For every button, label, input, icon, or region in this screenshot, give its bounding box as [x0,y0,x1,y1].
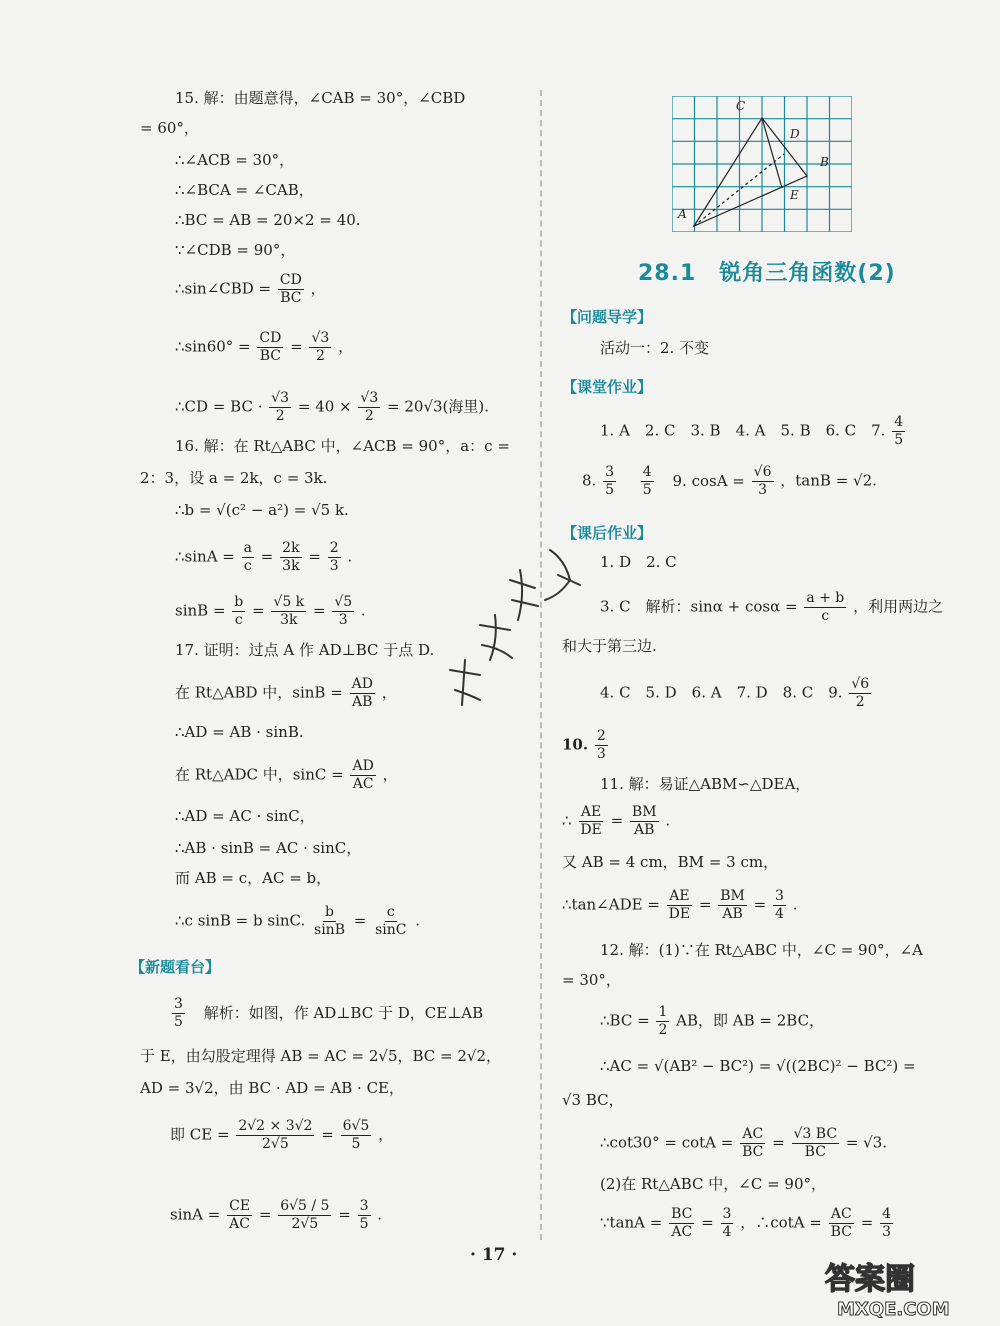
numerator: √3 BC [793,1126,838,1142]
label-a: A [678,207,687,221]
fraction [271,594,306,629]
text: = [252,601,265,620]
numerator: √3 [360,390,379,406]
section-title: 28.1 锐角三角函数(2) [638,261,896,286]
text: = [258,1205,272,1224]
numerator: BC [671,1206,693,1222]
denominator: 2√5 [262,1136,289,1152]
fraction [328,540,341,575]
text: 8. [582,471,597,490]
fraction [721,1206,734,1241]
new-line2: 于 E，由勾股定理得 AB = AC = 2√5，BC = 2√2， [140,1047,502,1065]
page-number: · 17 · [470,1245,518,1265]
q17-line8 [175,904,420,939]
text: ∴BC = [600,1011,650,1030]
homework-line4 [600,676,873,711]
grid-figure [672,96,852,232]
text: ， [310,279,326,298]
denominator: BC [280,290,302,306]
text: ， [381,683,397,702]
q15-line1: 15. 解：由题意得，∠CAB = 30°，∠CBD [175,89,466,107]
label-b: B [820,155,829,169]
fraction [752,464,774,499]
denominator: 2 [275,408,285,424]
fraction [656,1004,669,1039]
fraction [350,676,375,711]
q15-line6: ∵∠CDB = 90°， [175,241,296,259]
denominator: 5 [359,1216,369,1232]
text: ∴tan∠ADE = [562,895,660,914]
denominator: BC [830,1224,852,1240]
q15-line8 [175,330,353,365]
denominator: 5 [605,482,615,498]
q12-line2: = 30°， [562,971,621,989]
numerator: AE [580,804,602,820]
fraction [373,904,408,939]
text: ∵tanA = [600,1213,663,1232]
q11-line3: 又 AB = 4 cm，BM = 3 cm， [562,853,779,871]
denominator: sinB [314,922,345,938]
text: = [610,811,624,830]
denominator: 5 [174,1014,183,1030]
fraction [667,888,692,923]
q12-line6 [600,1126,887,1161]
text: 1. A 2. C 3. B 4. A 5. B 6. C 7. [600,421,886,440]
text: . [415,911,421,930]
denominator: c [234,612,243,628]
numerator: 2 [596,728,606,744]
text: ∴cot30° = cotA = [600,1133,734,1152]
numerator: 4 [894,414,904,430]
text: ， [382,765,398,784]
text: 9. cosA = [672,471,745,490]
fraction [332,594,354,629]
q15-line9 [175,390,489,425]
section-header-guide: 【问题导学】 [562,308,653,326]
fraction [341,1118,372,1153]
watermark-logo [815,1255,990,1320]
denominator: 3k [280,612,298,628]
activity-line: 活动一：2. 不变 [600,339,710,357]
text: 在 Rt△ADC 中，sinC = [175,765,344,784]
denominator: 2 [855,694,865,710]
new-line1 [170,996,483,1031]
q12-line5: √3 BC， [562,1091,624,1109]
fraction [232,594,245,629]
denominator: AC [671,1224,693,1240]
fraction [227,1198,252,1233]
numerator: BM [720,888,745,904]
text: = [860,1213,874,1232]
text: ，利用两边之 [853,597,944,616]
denominator: 5 [642,482,652,498]
q12-line4: ∴AC = √(AB² − BC²) = √((2BC)² − BC²) = [600,1057,916,1075]
denominator: AB [722,906,743,922]
numerator: 3 [359,1198,369,1214]
denominator: 4 [775,906,784,922]
class-answers-2 [582,464,877,499]
denominator: 5 [894,432,904,448]
denominator: 4 [722,1224,732,1240]
numerator: 3 [775,888,784,904]
text: 3. C 解析：sinα + cosα = [600,597,798,616]
q16-line5 [175,594,366,629]
q16-line3: ∴b = √(c² − a²) = √5 k. [175,501,349,519]
text: ，∴cotA = [740,1213,822,1232]
denominator: 2 [658,1022,668,1038]
text: = [753,895,767,914]
denominator: sinC [375,922,407,938]
numerator: AC [742,1126,764,1142]
watermark-line1: 答案圈 [825,1262,915,1297]
q17-line5: ∴AD = AC · sinC， [175,807,315,825]
numerator: a [243,540,253,556]
text: sinA = [170,1205,221,1224]
q16-line1: 16. 解：在 Rt△ABC 中，∠ACB = 90°，a：c = [175,437,510,455]
text: 10. [562,735,589,754]
fraction [257,330,283,365]
numerator: √5 k [273,594,305,610]
fraction [892,414,905,449]
fraction [669,1206,694,1241]
text: AB，即 AB = 2BC， [676,1011,825,1030]
text: . [377,1205,383,1224]
denominator: AB [352,694,373,710]
q11-line1: 11. 解：易证△ABM∽△DEA， [600,775,811,793]
text: = [698,895,712,914]
denominator: c [243,558,252,574]
homework-line1: 1. D 2. C [600,553,677,571]
numerator: 6√5 / 5 [280,1198,330,1214]
numerator: AC [830,1206,852,1222]
text: = 20√3(海里). [387,397,490,416]
text: ， [338,337,354,356]
denominator: AB [634,822,655,838]
class-answers-1 [600,414,907,449]
denominator: BC [742,1144,764,1160]
numerator: AD [352,758,374,774]
numerator: 4 [642,464,652,480]
text: = [308,547,321,566]
numerator: c [386,904,395,920]
q12-line3 [600,1004,824,1039]
text: = [260,547,274,566]
denominator: 3 [758,482,768,498]
fraction [242,540,254,575]
denominator: 2 [315,348,325,364]
q15-line7 [175,272,326,307]
text: = [321,1125,334,1144]
fraction [718,888,747,923]
numerator: 3 [722,1206,732,1222]
denominator: 3 [596,746,606,762]
text: ∴CD = BC · [175,397,263,416]
numerator: √3 [271,390,290,406]
q11-line4 [562,888,798,923]
fraction [172,996,185,1031]
homework-line2 [600,590,943,625]
text: = 40 × [297,397,352,416]
fraction [849,676,871,711]
fraction [829,1206,854,1241]
q12-line8 [600,1206,895,1241]
numerator: b [234,594,244,610]
text: . [792,895,798,914]
numerator: √6 [753,464,772,480]
fraction [804,590,846,625]
fraction [350,758,375,793]
numerator: 3 [605,464,615,480]
numerator: √5 [334,594,353,610]
section-header-homework: 【课后作业】 [562,524,653,542]
text: = [353,911,367,930]
fraction [641,464,654,499]
text: = [772,1133,785,1152]
numerator: 2√2 × 3√2 [238,1118,313,1134]
text: ，tanB = √2. [780,471,877,490]
q17-line1: 17. 证明：过点 A 作 AD⊥BC 于点 D. [175,641,435,659]
fraction [358,1198,371,1233]
fraction [773,888,786,923]
text: sinB = [175,601,226,620]
q17-line3: ∴AD = AB · sinB. [175,723,304,741]
numerator: √6 [851,676,870,692]
fraction [792,1126,840,1161]
numerator: CE [229,1198,251,1214]
text: = √3. [845,1133,888,1152]
fraction [309,330,331,365]
q17-line7: 而 AB = c，AC = b， [175,869,332,887]
q12-line1: 12. 解：(1)∵在 Rt△ABC 中，∠C = 90°，∠A [600,941,924,959]
q17-line6: ∴AB · sinB = AC · sinC， [175,839,362,857]
numerator: √3 [311,330,330,346]
text: ∴sinA = [175,547,235,566]
fraction [278,1198,331,1233]
text: = [701,1213,714,1232]
fraction [578,804,603,839]
text: ∴c sinB = b sinC. [175,911,306,930]
denominator: 5 [351,1136,361,1152]
denominator: DE [668,906,691,922]
section-header-class-work: 【课堂作业】 [562,378,653,396]
denominator: c [821,608,830,624]
numerator: 1 [658,1004,668,1020]
text: 即 CE = [170,1125,230,1144]
q16-line4 [175,540,352,575]
new-line4 [170,1118,393,1153]
denominator: 2√5 [291,1216,319,1232]
numerator: b [325,904,334,920]
handwriting-strokes [450,550,580,705]
homework-line3: 和大于第三边. [562,637,657,655]
denominator: AC [229,1216,250,1232]
q15-line4: ∴∠BCA = ∠CAB， [175,181,314,199]
numerator: 6√5 [342,1118,370,1134]
watermark-line2: MXQE.COM [837,1299,950,1320]
text: 解析：如图，作 AD⊥BC 于 D，CE⊥AB [203,1003,484,1022]
text: ∴ [562,811,572,830]
new-line3: AD = 3√2，由 BC · AD = AB · CE， [140,1079,405,1097]
numerator: CD [259,330,282,346]
numerator: 2 [329,540,339,556]
new-line5 [170,1198,382,1233]
fraction [630,804,659,839]
numerator: AD [351,676,373,692]
fraction [358,390,380,425]
text: 在 Rt△ABD 中，sinB = [175,683,343,702]
q16-line2: 2：3，设 a = 2k，c = 3k. [140,469,328,487]
denominator: 3k [282,558,300,574]
fraction [740,1126,765,1161]
numerator: BM [631,804,657,820]
numerator: 4 [882,1206,891,1222]
fraction [278,272,304,307]
fraction [269,390,291,425]
text: . [360,601,366,620]
q11-line2 [562,804,670,839]
denominator: BC [804,1144,826,1160]
section-header-new-questions: 【新题看台】 [130,958,221,976]
fraction [236,1118,314,1153]
denominator: 3 [882,1224,891,1240]
q15-line3: ∴∠ACB = 30°， [175,151,295,169]
label-d: D [790,127,800,141]
fraction [280,540,301,575]
numerator: a + b [806,590,845,606]
denominator: 3 [338,612,348,628]
denominator: DE [580,822,602,838]
text: = [312,601,326,620]
q15-line2: = 60°， [140,119,199,137]
denominator: 3 [329,558,339,574]
text: . [347,547,353,566]
q17-line2 [175,676,397,711]
fraction [603,464,616,499]
fraction [312,904,347,939]
text: ∴sin∠CBD = [175,279,272,298]
text: ∴sin60° = [175,337,251,356]
text: = [338,1205,351,1224]
handwritten-annotation [440,540,600,740]
denominator: 2 [364,408,374,424]
fraction [880,1206,893,1241]
q17-line4 [175,758,398,793]
label-e: E [790,188,799,202]
denominator: AC [352,776,374,792]
label-c: C [736,99,746,113]
numerator: 2k [282,540,300,556]
text: ， [378,1125,394,1144]
q12-line7: (2)在 Rt△ABC 中，∠C = 90°， [600,1175,826,1193]
text: = [290,337,303,356]
numerator: CD [279,272,302,288]
text: . [665,811,671,830]
denominator: BC [259,348,281,364]
text: 4. C 5. D 6. A 7. D 8. C 9. [600,683,843,702]
q15-line5: ∴BC = AB = 20×2 = 40. [175,211,361,229]
numerator: AE [669,888,690,904]
numerator: 3 [174,996,183,1012]
